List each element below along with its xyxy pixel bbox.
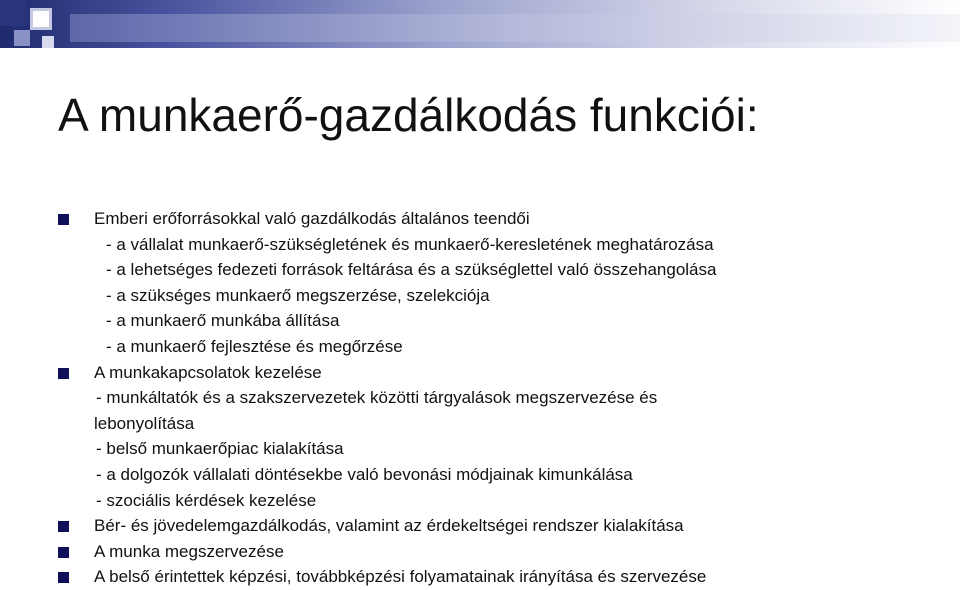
- sub-item: [58, 283, 953, 309]
- line-text: - szociális kérdések kezelése: [96, 490, 317, 510]
- bullet-item: [58, 206, 953, 232]
- line-text: A munka megszervezése: [94, 541, 284, 561]
- square-bullet-icon: [58, 572, 69, 583]
- line-text: lebonyolítása: [94, 413, 195, 433]
- slide-title: A munkaerő-gazdálkodás funkciói:: [58, 89, 759, 141]
- sub-item: [58, 385, 953, 411]
- line-text: - a lehetséges fedezeti források feltárása és a szükséglettel való összehangolása: [106, 260, 717, 280]
- line-text: A munkakapcsolatok kezelése: [94, 362, 322, 382]
- sub-item: [58, 488, 953, 514]
- line-text: - belső munkaerőpiac kialakítása: [96, 439, 344, 459]
- line-text: - a szükséges munkaerő megszerzése, szelekciója: [106, 285, 490, 305]
- line-text: Bér- és jövedelemgazdálkodás, valamint az érdekeltségei rendszer kialakítása: [94, 516, 684, 536]
- sub-item-continuation: [58, 411, 953, 437]
- line-text: - a vállalat munkaerő-szükségletének és munkaerő-keresletének meghatározása: [106, 234, 714, 254]
- header-stripe: [70, 14, 960, 42]
- bullet-item: [58, 539, 953, 565]
- sub-item: [58, 308, 953, 334]
- square-bullet-icon: [58, 368, 69, 379]
- bullet-item: [58, 513, 953, 539]
- line-text: A belső érintettek képzési, továbbképzési folyamatainak irányítása és szervezése: [94, 567, 707, 587]
- line-text: Emberi erőforrásokkal való gazdálkodás általános teendői: [94, 209, 530, 228]
- header-decoration-bar: [0, 0, 960, 48]
- decorative-square: [0, 0, 26, 26]
- slide-content: [58, 206, 953, 590]
- decorative-square: [14, 30, 30, 46]
- sub-item: [58, 436, 953, 462]
- sub-item: [58, 334, 953, 360]
- decorative-square: [30, 8, 52, 30]
- sub-item: [58, 232, 953, 258]
- decorative-square: [42, 36, 54, 48]
- line-text: - a munkaerő fejlesztése és megőrzése: [106, 336, 403, 356]
- line-text: - a dolgozók vállalati döntésekbe való bevonási módjainak kimunkálása: [96, 464, 633, 484]
- square-bullet-icon: [58, 547, 69, 558]
- bullet-item: [58, 360, 953, 386]
- line-text: - munkáltatók és a szakszervezetek közötti tárgyalások megszervezése és: [96, 388, 658, 408]
- sub-item: [58, 257, 953, 283]
- bullet-item: [58, 564, 953, 590]
- line-text: - a munkaerő munkába állítása: [106, 311, 340, 331]
- sub-item: [58, 462, 953, 488]
- square-bullet-icon: [58, 521, 69, 532]
- square-bullet-icon: [58, 214, 69, 225]
